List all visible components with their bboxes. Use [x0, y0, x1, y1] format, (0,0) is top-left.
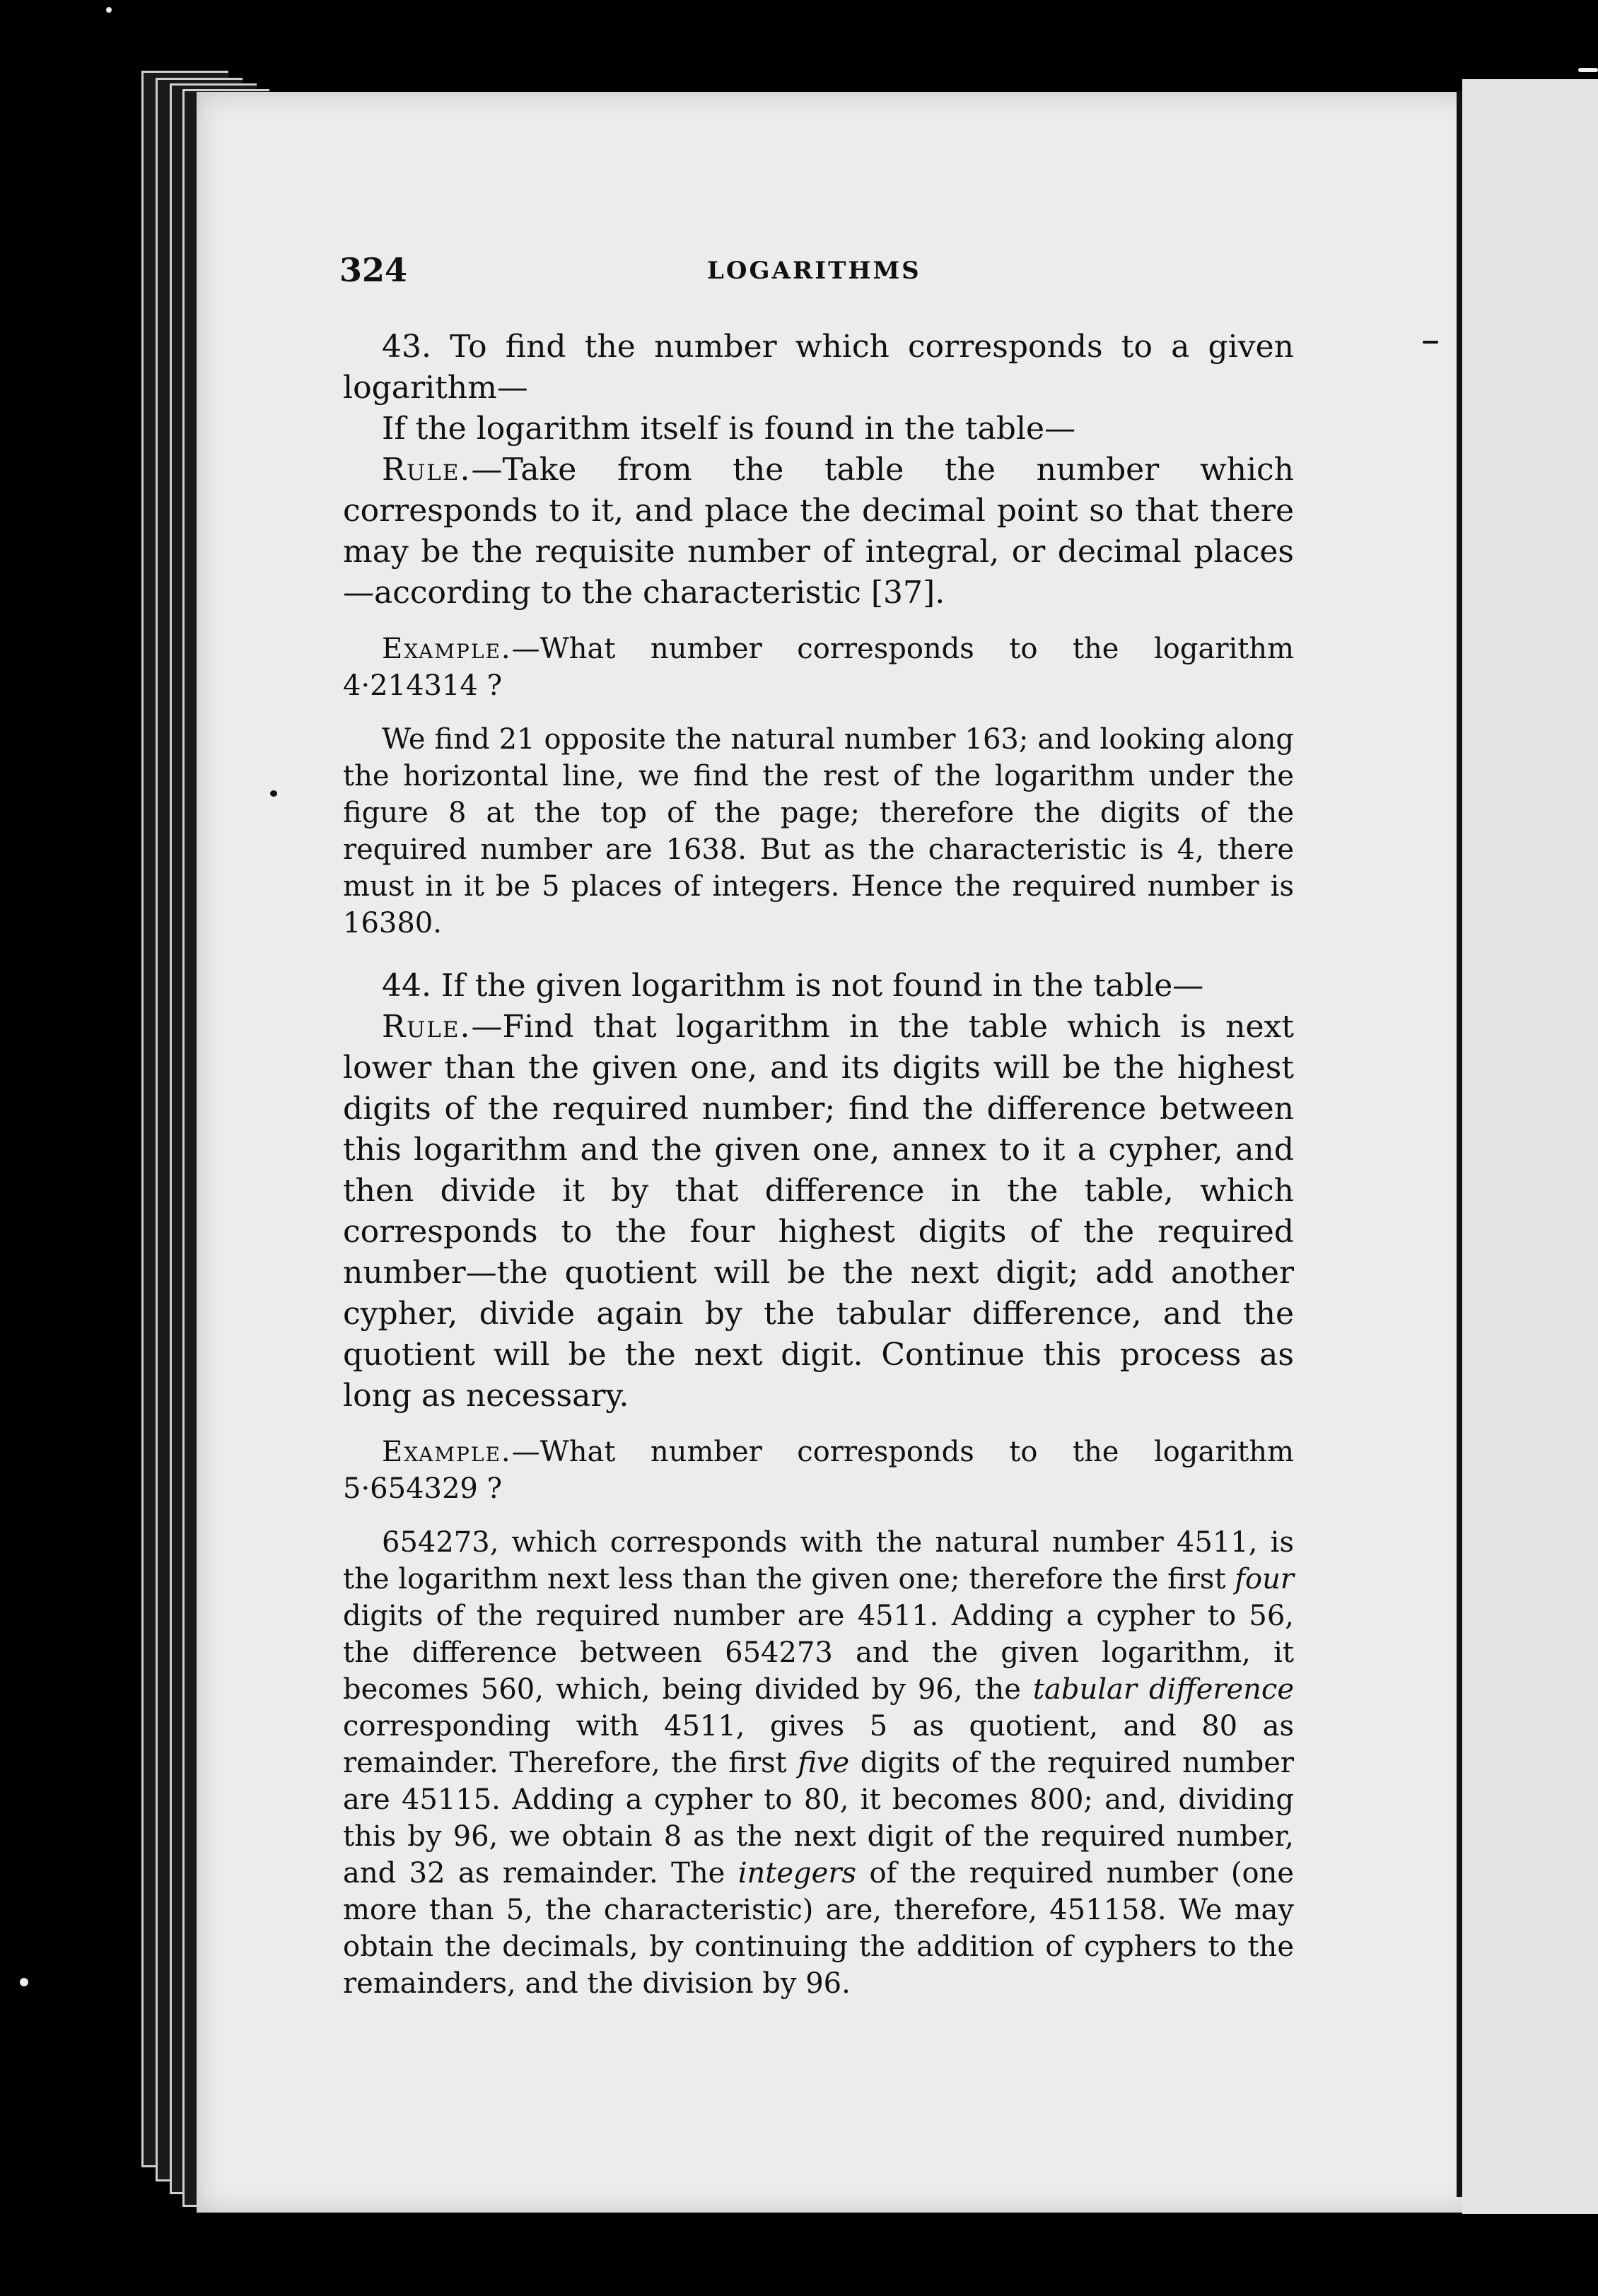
- example-question: —What number corresponds to the logarithm 5·654329 ?: [343, 1436, 1294, 1505]
- scan-speck: [106, 7, 112, 13]
- scan-speck: [270, 790, 277, 797]
- article-43-heading: [343, 327, 1294, 409]
- solution-text: corresponding with 4511, gives 5 as quotient, and 80 as remainder. Therefore, the first: [343, 1710, 1294, 1779]
- page-number: 324: [339, 251, 408, 289]
- article-heading-text: To find the number which corresponds to a given logarithm—: [343, 329, 1294, 406]
- scan-speck: [20, 1978, 28, 1986]
- rule-label: Rule.: [382, 452, 472, 488]
- solution-italic: four: [1235, 1563, 1295, 1595]
- page-body: [343, 327, 1294, 2002]
- solution-text: of the required number (one more than 5, the characteristic) are, therefore, 451158. We may obtain the decimals, by continuing the addition of cyphers to the remainders, and the division by 96.: [343, 1857, 1294, 2000]
- solution-italic: five: [798, 1747, 850, 1779]
- solution-text: digits of the required number are 45115. Adding a cypher to 80, it becomes 800; and, dividing this by 96, we obtain 8 as the next digit of the required number, and 32 as remainder. The: [343, 1747, 1294, 1890]
- article-condition-text: If the given logarithm is not found in the table—: [441, 968, 1204, 1004]
- article-number: 44.: [382, 968, 431, 1004]
- scan-speck: [1578, 68, 1598, 72]
- article-43-example: [343, 631, 1294, 704]
- article-44-condition: [343, 966, 1294, 1007]
- example-question: —What number corresponds to the logarithm 4·214314 ?: [343, 633, 1294, 702]
- rule-text: —Take from the table the number which corresponds to it, and place the decimal point so that there may be the requisite number of integral, or decimal places—according to the characteristic [37].: [343, 452, 1294, 611]
- article-44-rule: [343, 1007, 1294, 1417]
- article-43-rule: [343, 450, 1294, 614]
- solution-italic: tabular difference: [1032, 1673, 1294, 1706]
- solution-text: 654273, which corresponds with the natural number 4511, is the logarithm next less than the given one; therefore the first: [343, 1526, 1294, 1595]
- facing-page-edge: [1462, 79, 1598, 2214]
- page-gutter: [1457, 90, 1462, 2197]
- scan-speck: [1423, 341, 1438, 344]
- rule-label: Rule.: [382, 1009, 472, 1045]
- article-44-example: [343, 1434, 1294, 1507]
- article-43-solution: We find 21 opposite the natural number 163; and looking along the horizontal line, we find the rest of the logarithm under the figure 8 at the top of the page; therefore the digits of the required number are 1638. But as the characteristic is 4, there must in it be 5 places of integers. Hence the required number is 16380.: [343, 723, 1294, 939]
- example-label: Example.: [382, 1436, 512, 1468]
- solution-text: digits of the required number are 4511. Adding a cypher to 56, the difference between 654273 and the given logarithm, it becomes 560, which, being divided by 96, the: [343, 1600, 1294, 1706]
- article-44-solution: [343, 1524, 1294, 2002]
- solution-italic: integers: [737, 1857, 856, 1890]
- article-number: 43.: [382, 329, 431, 365]
- example-label: Example.: [382, 633, 512, 665]
- rule-text: —Find that logarithm in the table which is next lower than the given one, and its digits will be the highest digits of the required number; find the difference between this logarithm and the given one, annex to it a cypher, and then divide it by that difference in the table, which corresponds to the four highest digits of the required number—the quotient will be the next digit; add another cypher, divide again by the tabular difference, and the quotient will be the next digit. Continue this process as long as necessary.: [343, 1009, 1294, 1414]
- article-43-condition: If the logarithm itself is found in the table—: [382, 411, 1076, 447]
- running-title: LOGARITHMS: [707, 257, 921, 285]
- page-header: [339, 251, 1287, 293]
